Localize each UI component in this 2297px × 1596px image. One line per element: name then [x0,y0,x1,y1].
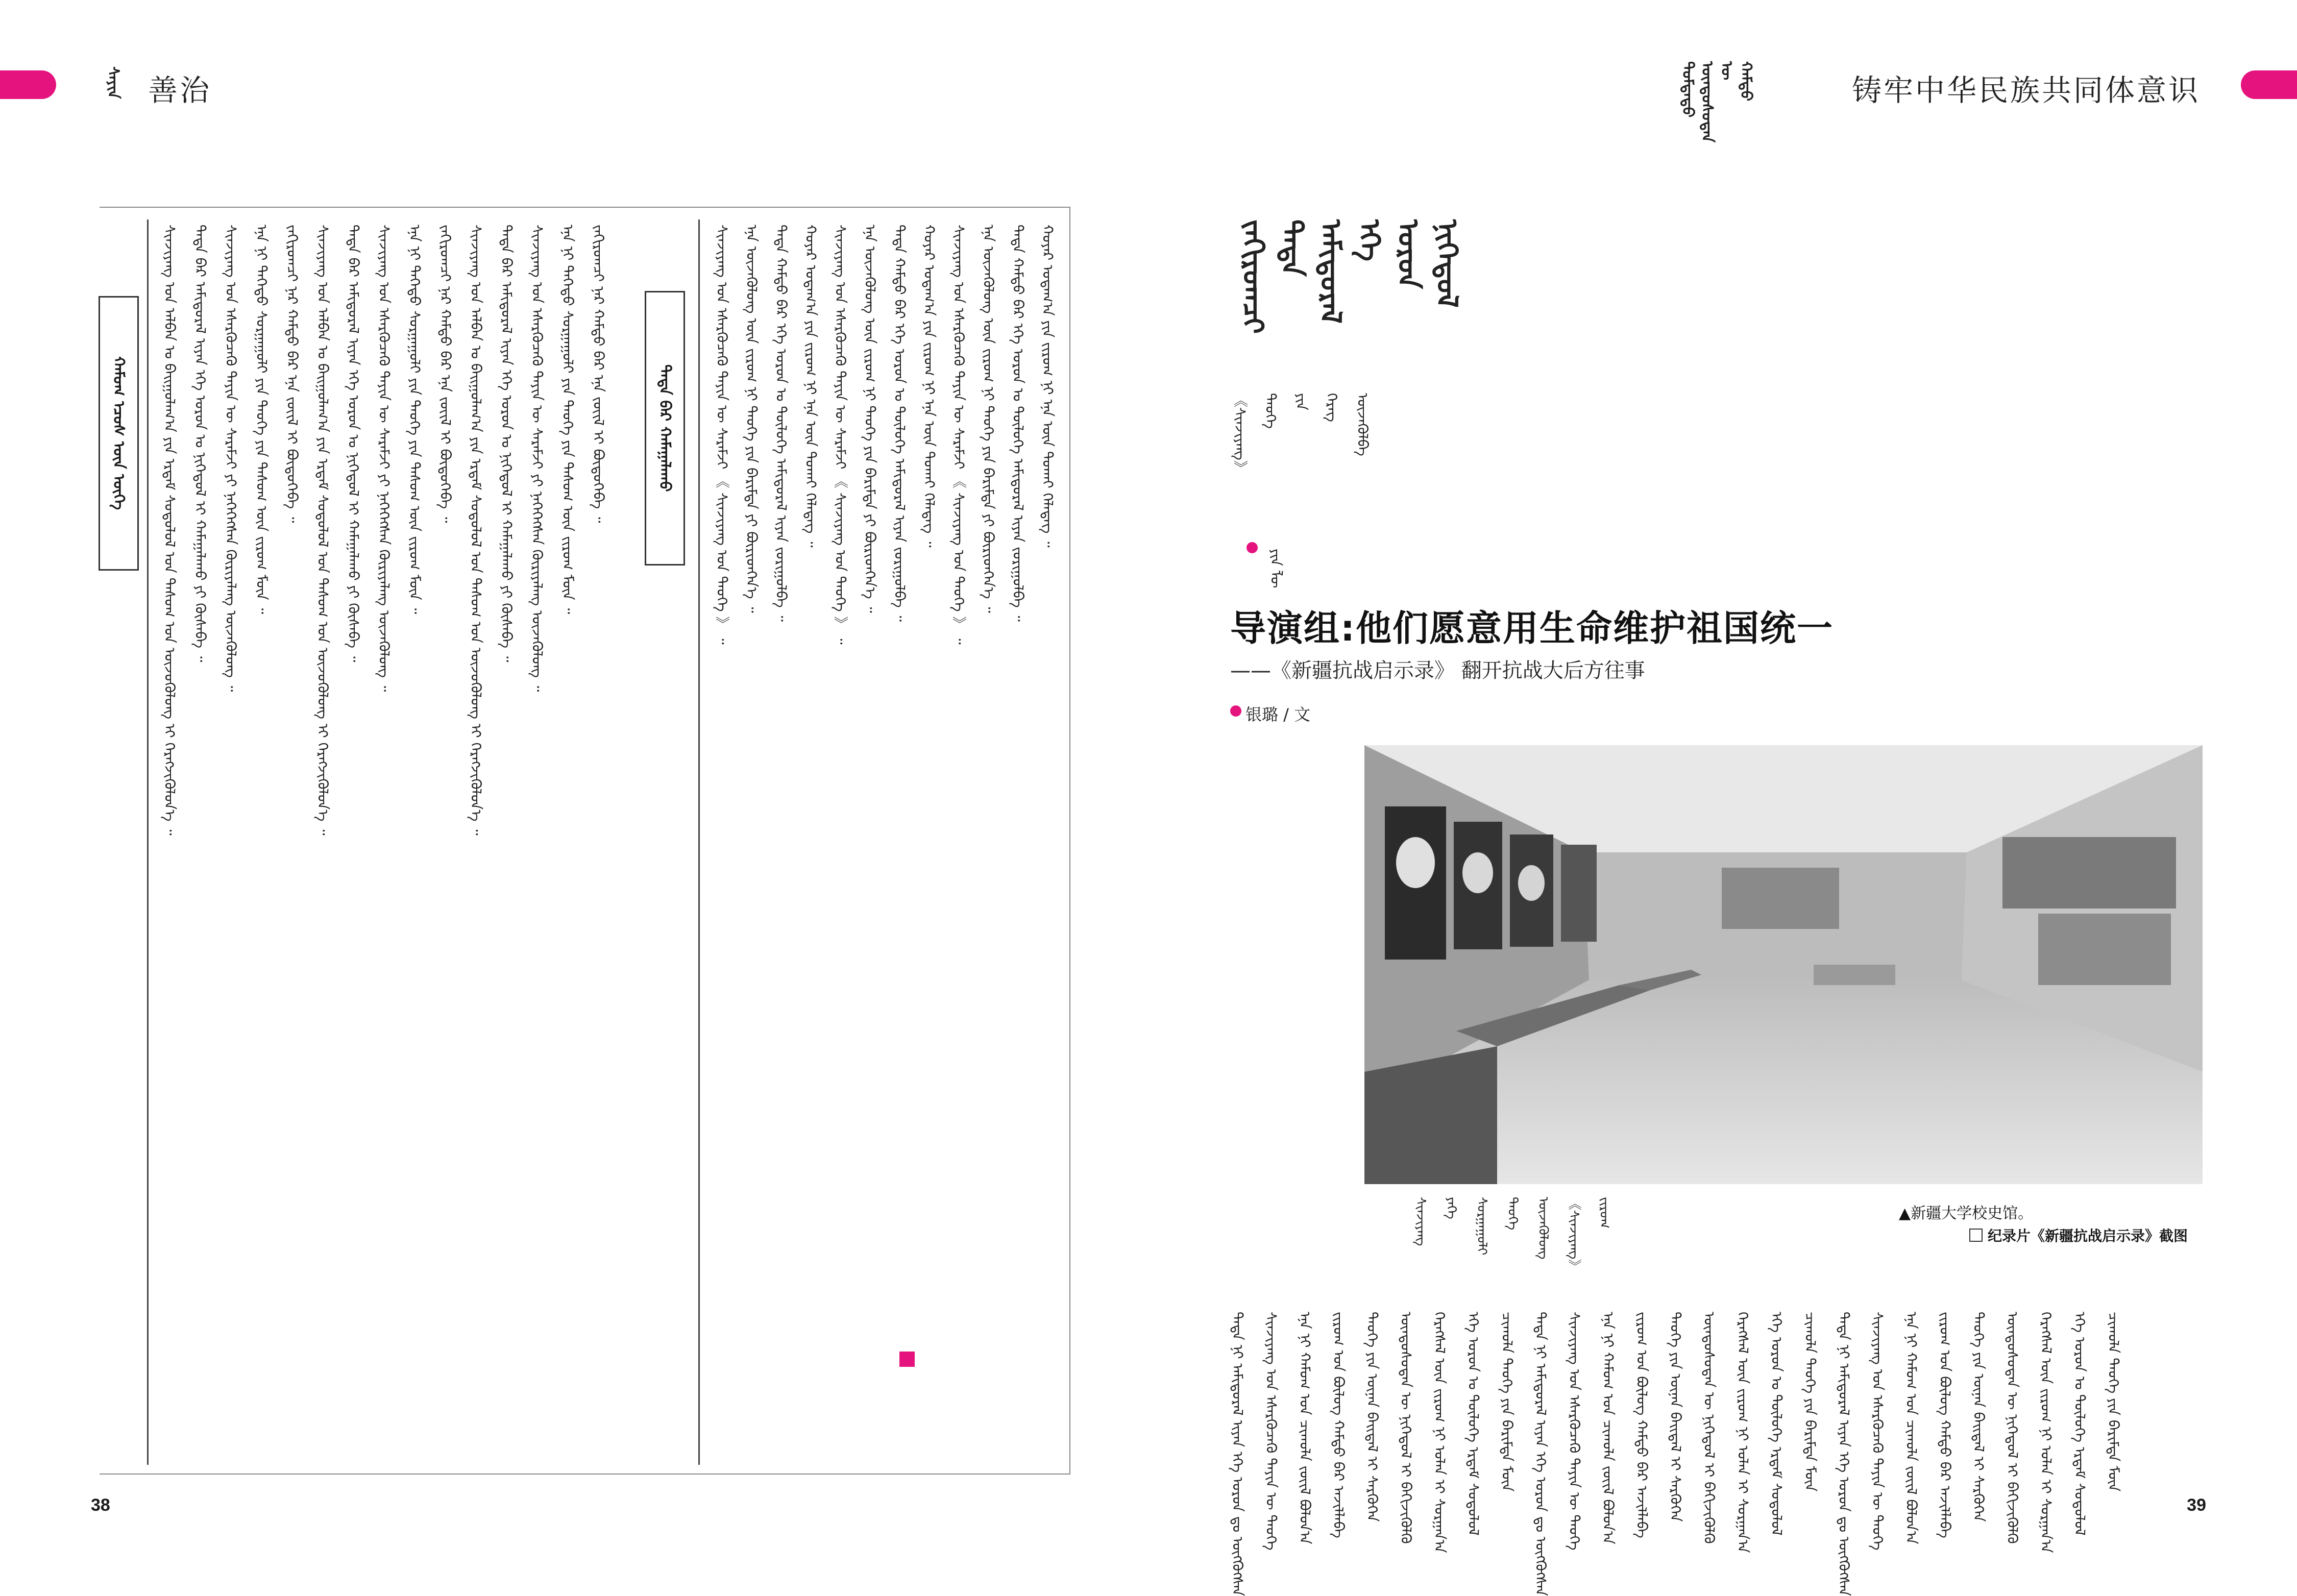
page-number: 38 [91,1495,110,1515]
mongol-text-column: ᠡᠬᠡ ᠣᠷᠣᠨ ᠤ ᠲᠥᠯᠦᠭᠡ ᠡᠷᠳᠡᠮ ᠰᠤᠳᠤᠯᠤᠯ [1465,1312,1482,1536]
mongol-text-column: ᠶᠢᠨ [1293,393,1310,410]
mongol-text-column: ᠴᠢᠬᠤᠯᠠ ᠲᠡᠦᠬᠡ ᠶᠢᠨ ᠪᠠᠷᠢᠮᠲᠠ ᠮᠥᠨ [2105,1312,2122,1492]
mongol-text-column: ᠵᠠᠬᠢᠷᠤᠭᠴᠢ [1236,219,1269,334]
mongol-text-column: ᠲᠡᠳᠡ ᠨᠢ ᠠᠮᠢᠳᠤᠷᠠᠯ ᠢᠶᠠᠨ ᠡᠬᠡ ᠣᠷᠣᠨ ᠳᠤ ᠥᠭᠭᠦᠭᠰᠡᠨ [1229,1312,1246,1596]
photo-source-caption [1969,1225,2188,1245]
caption-box-icon [1969,1229,1983,1242]
mongol-text-column: ᠬᠡᠷᠡᠭᠰᠡᠯ ᠦᠨ ᠵᠢᠷᠤᠭ ᠨᠢ ᠣᠯᠠᠨ ᠢ ᠰᠤᠷᠭᠠᠨ᠎ᠠ [1431,1312,1448,1553]
mongol-text-column: ᠲᠡᠳᠡ ᠬᠠᠮᠲᠤ ᠪᠡᠷ ᠡᠬᠡ ᠣᠷᠣᠨ ᠤ ᠲᠥᠯᠦᠭᠡ ᠠᠮᠢᠳᠤᠷᠠᠯ ᠢᠶᠠᠨ ᠵᠣᠷᠢᠭᠤᠯᠪᠠ ᠃ [773,225,790,622]
mongol-text-column: ᠵᠢᠷᠤᠭ ᠤᠨ ᠪᠦᠯᠦᠭ ᠬᠠᠮᠲᠤ ᠪᠡᠷ ᠠᠵᠢᠯᠯᠠᠪᠠ [1330,1312,1347,1538]
mongol-text-column: ᠦᠨᠳᠦᠰᠦᠲᠡᠨ ᠦ ᠨᠢᠭᠡᠳᠦᠯ ᠢ ᠪᠡᠬᠢᠵᠢᠭᠦᠯᠬᠦ [2004,1312,2021,1544]
right-page-tab [2241,70,2297,99]
mongol-text-column: ᠲᠡᠳᠡ ᠬᠠᠮᠲᠤ ᠪᠡᠷ ᠡᠬᠡ ᠣᠷᠣᠨ ᠤ ᠲᠥᠯᠦᠭᠡ ᠠᠮᠢᠳᠤᠷᠠᠯ ᠢᠶᠠᠨ ᠵᠣᠷᠢᠭᠤᠯᠪᠠ ᠃ [891,225,908,622]
mongol-text-column: ᠬᠡᠷᠡᠭᠰᠡᠯ ᠦᠨ ᠵᠢᠷᠤᠭ ᠨᠢ ᠣᠯᠠᠨ ᠢ ᠰᠤᠷᠭᠠᠨ᠎ᠠ [1734,1312,1751,1553]
mongol-text-column: ᠳᠤᠮᠳᠠᠳᠤ [1679,61,1697,118]
mongol-text-column: ᠲᠡᠳᠡ ᠨᠢ ᠠᠮᠢᠳᠤᠷᠠᠯ ᠢᠶᠠᠨ ᠡᠬᠡ ᠣᠷᠣᠨ ᠳᠤ ᠥᠭᠭᠦᠭᠰᠡᠨ [1836,1312,1852,1596]
mongol-text-column: ᠡᠬᠡ [1353,219,1386,262]
mongol-text-column: ᠲᠡᠳᠡ [1275,219,1308,277]
mongol-text-column: ᠦᠨᠳᠦᠰᠦᠲᠡᠨ ᠦ ᠨᠢᠭᠡᠳᠦᠯ ᠢ ᠪᠡᠬᠢᠵᠢᠭᠦᠯᠬᠦ [1701,1312,1718,1544]
mongol-text-column: ᠲᠡᠳᠡ ᠪᠠᠷ ᠠᠮᠢᠳᠤᠷᠠᠯ ᠢᠶᠠᠨ ᠡᠬᠡ ᠣᠷᠣᠨ ᠤ ᠨᠢᠭᠡᠳᠦᠯ ᠢ ᠬᠠᠮᠠᠭᠠᠯᠠᠬᠤ ᠶᠢ ᠬᠦᠰᠡᠪᠡ ᠃ [192,225,209,662]
mongol-text-column: ᠦᠵᠡᠭᠦᠯᠦᠩ [1535,1197,1551,1260]
mongol-text-column: ᠰᠢᠨᠵᠢᠶᠠᠩ ᠤᠨ ᠠᠯᠪᠠᠨ ᠤ ᠪᠠᠢᠭᠤᠯᠠᠭ᠎ᠠ ᠶᠢᠨ ᠡᠷᠳᠡᠮ ᠰᠤᠳᠤᠯᠤᠯ ᠤᠨ ᠲᠠᠰᠤᠭ ᠤᠨ ᠦᠵᠦᠭᠦᠯᠦᠩ ᠢ ᠬᠡᠷᠡᠭᠵᠢᠭᠦᠯᠦᠨ᠎ᠡ ᠃ [468,225,484,836]
mongol-text-column: ᠴᠢᠬᠤᠯᠠ ᠲᠡᠦᠬᠡ ᠶᠢᠨ ᠪᠠᠷᠢᠮᠲᠠ ᠮᠥᠨ [1802,1312,1819,1492]
mongol-text-column: ᠡᠨᠡ ᠦᠵᠡᠭᠦᠯᠦᠩ ᠦᠨ ᠵᠢᠷᠤᠭ ᠨᠢ ᠲᠡᠦᠬᠡ ᠶᠢᠨ ᠪᠠᠷᠢᠮᠲᠠ ᠶᠢ ᠪᠦᠷᠢᠳᠬᠡᠨ᠎ᠡ ᠃ [980,225,997,613]
mongol-text-column: ᠲᠡᠦᠬᠡ ᠶᠢᠨ ᠦᠨᠡᠨ ᠪᠠᠢᠳᠠᠯ ᠢ ᠰᠡᠷᠭᠦᠭᠡᠨ [1970,1312,1987,1522]
byline: 银璐 / 文 [1245,705,1311,724]
photo-caption: ▲新疆大学校史馆。 [1899,1205,2034,1222]
mongol-text-column: ᠵᠢᠷᠤᠭ ᠤᠨ ᠪᠦᠯᠦᠭ ᠬᠠᠮᠲᠤ ᠪᠡᠷ ᠠᠵᠢᠯᠯᠠᠪᠠ [1937,1312,1953,1538]
mongol-text-column: ᠲᠡᠳᠡ ᠪᠠᠷ ᠠᠮᠢᠳᠤᠷᠠᠯ ᠢᠶᠠᠨ ᠡᠬᠡ ᠣᠷᠣᠨ ᠤ ᠨᠢᠭᠡᠳᠦᠯ ᠢ ᠬᠠᠮᠠᠭᠠᠯᠠᠬᠤ ᠶᠢ ᠬᠦᠰᠡᠪᠡ ᠃ [345,225,362,662]
mongol-text-column: ᠰᠢᠨᠵᠢᠶᠠᠩ ᠤᠨ ᠠᠯᠪᠠᠨ ᠤ ᠪᠠᠢᠭᠤᠯᠠᠭ᠎ᠠ ᠶᠢᠨ ᠡᠷᠳᠡᠮ ᠰᠤᠳᠤᠯᠤᠯ ᠤᠨ ᠲᠠᠰᠤᠭ ᠤᠨ ᠦᠵᠦᠭᠦᠯᠦᠩ ᠢ ᠬᠡᠷᠡᠭᠵᠢᠭᠦᠯᠦᠨ᠎ᠡ ᠃ [314,225,331,836]
end-mark [899,1352,915,1367]
left-page [0,0,1148,1569]
mongol-text-column: ᠰᠢᠨᠵᠢᠶᠠᠩ ᠤᠨ ᠡᠰᠡᠷᠭᠦᠴᠡᠭᠦ ᠳᠠᠶᠢᠨ ᠦ ᠰᠡᠷᠡᠮᠵᠢ ᠶᠢ ᠨᠡᠭᠡᠭᠡᠭᠰᠡᠨ ᠬᠦᠷᠢᠶᠡᠯᠡᠩ ᠦᠵᠡᠭᠦᠯᠦᠩ ᠃ [529,225,546,692]
mongol-text-column: ᠶᠡᠬᠡ [1444,1197,1459,1219]
mongol-text-column: ᠰᠢᠨᠵᠢᠶᠠᠩ ᠤᠨ ᠡᠰᠡᠷᠭᠦᠴᠡᠭᠦ ᠳᠠᠶᠢᠨ ᠦ ᠰᠡᠷᠡᠮᠵᠢ 《 ᠰᠢᠨᠵᠢᠶᠠᠩ ᠤᠨ ᠲᠡᠦᠬᠡ 》 ᠃ [950,225,967,645]
mongol-text-column: ᠲᠡᠳᠡ ᠬᠠᠮᠲᠤ ᠪᠡᠷ ᠡᠬᠡ ᠣᠷᠣᠨ ᠤ ᠲᠥᠯᠦᠭᠡ ᠠᠮᠢᠳᠤᠷᠠᠯ ᠢᠶᠠᠨ ᠵᠣᠷᠢᠭᠤᠯᠪᠠ ᠃ [1010,225,1027,622]
mongol-text-column: ᠡᠨᠡ ᠨᠢ ᠳᠡᠭᠡᠳᠦ ᠰᠤᠷᠭᠠᠭᠤᠯᠢ ᠶᠢᠨ ᠲᠡᠦᠬᠡ ᠶᠢᠨ ᠲᠠᠰᠤᠭ ᠦᠨ ᠵᠢᠷᠤᠭ ᠮᠥᠨ ᠃ [406,225,423,615]
author-dot [1247,542,1258,553]
mongol-text-column: ᠰᠤᠷᠭᠠᠭᠤᠯᠢ [1474,1197,1489,1256]
author-mongol: ᠶᠢᠨ ᠯᠦ [1267,549,1284,588]
mongol-text-column: ᠦᠨᠳᠦᠰᠦᠲᠡᠨ [1698,61,1716,143]
column-rule [698,219,700,1465]
mongol-text-column: ᠬᠣᠶᠠᠷ ᠤᠳᠠᠭ᠎ᠠ ᠶᠢᠨ ᠵᠢᠷᠤᠭ ᠨᠢ ᠡᠨᠡ ᠦᠨ ᠲᠤᠬᠠᠢ ᠬᠡᠯᠡᠳᠡᠭ ᠃ [921,225,938,548]
mongol-text-column: ᠵᠠᠬᠢᠷᠤᠭᠴᠢ ᠨᠠᠷ ᠬᠠᠮᠲᠤ ᠪᠡᠷ ᠡᠨᠡ ᠵᠦᠢᠯ ᠢ ᠪᠦᠲᠦᠭᠡᠪᠡ ᠃ [590,225,607,523]
mongol-text-column: ᠵᠢᠷᠤᠭ ᠤᠨ ᠪᠦᠯᠦᠭ ᠬᠠᠮᠲᠤ ᠪᠡᠷ ᠠᠵᠢᠯᠯᠠᠪᠠ [1633,1312,1650,1538]
photo-source-text: 纪录片《新疆抗战启示录》截图 [1988,1227,2188,1244]
column-rule [147,219,149,1465]
right-page [1148,0,2297,1596]
mongol-text-column: ᠰᠢᠨᠵᠢᠶᠠᠩ ᠤᠨ ᠡᠰᠡᠷᠭᠦᠴᠡᠭᠦ ᠳᠠᠶᠢᠨ ᠦ ᠲᠡᠦᠬᠡ [1263,1312,1280,1551]
mongol-text-column: ᠰᠢᠨᠵᠢᠶᠠᠩ ᠤᠨ ᠡᠰᠡᠷᠭᠦᠴᠡᠭᠦ ᠳᠠᠶᠢᠨ ᠦ ᠰᠡᠷᠡᠮᠵᠢ 《 ᠰᠢᠨᠵᠢᠶᠠᠩ ᠤᠨ ᠲᠡᠦᠬᠡ 》 ᠃ [714,225,730,645]
mongol-text-column: ᠦ [1718,61,1736,81]
mongol-text-column: ᠲᠡᠦᠬᠡ ᠶᠢᠨ ᠦᠨᠡᠨ ᠪᠠᠢᠳᠠᠯ ᠢ ᠰᠡᠷᠭᠦᠭᠡᠨ [1364,1312,1381,1522]
mongol-text-column: ᠰᠢᠨᠵᠢᠶᠠᠩ [1413,1197,1428,1246]
mongol-text-column: ᠲᠡᠦᠬᠡ ᠶᠢᠨ ᠦᠨᠡᠨ ᠪᠠᠢᠳᠠᠯ ᠢ ᠰᠡᠷᠭᠦᠭᠡᠨ [1667,1312,1684,1522]
mongol-text-column: ᠰᠢᠨᠵᠢᠶᠠᠩ ᠤᠨ ᠡᠰᠡᠷᠭᠦᠴᠡᠭᠦ ᠳᠠᠶᠢᠨ ᠦ ᠰᠡᠷᠡᠮᠵᠢ 《 ᠰᠢᠨᠵᠢᠶᠠᠩ ᠤᠨ ᠲᠡᠦᠬᠡ 》 ᠃ [832,225,849,645]
mongol-text-column: ᠲᠡᠳᠡ ᠨᠢ ᠠᠮᠢᠳᠤᠷᠠᠯ ᠢᠶᠠᠨ ᠡᠬᠡ ᠣᠷᠣᠨ ᠳᠤ ᠥᠭᠭᠦᠭᠰᠡᠨ [1532,1312,1549,1596]
right-header-title: 铸牢中华民族共同体意识 [1851,73,2200,108]
mongol-text-column: 《ᠰᠢᠨᠵᠢᠶᠠᠩ》 [1232,393,1249,475]
article-title: 导演组:他们愿意用生命维护祖国统一 [1230,607,1834,649]
mongol-text-column: ᠰᠢᠨᠵᠢᠶᠠᠩ ᠤᠨ ᠡᠰᠡᠷᠭᠦᠴᠡᠭᠦ ᠳᠠᠶᠢᠨ ᠦ ᠰᠡᠷᠡᠮᠵᠢ ᠶᠢ ᠨᠡᠭᠡᠭᠡᠭᠰᠡᠨ ᠬᠦᠷᠢᠶᠡᠯᠡᠩ ᠦᠵᠡᠭᠦᠯᠦᠩ ᠃ [223,225,239,692]
museum-hall-image [1364,745,2203,1184]
mongol-text-column: ᠡᠨᠡ ᠦᠵᠡᠭᠦᠯᠦᠩ ᠦᠨ ᠵᠢᠷᠤᠭ ᠨᠢ ᠲᠡᠦᠬᠡ ᠶᠢᠨ ᠪᠠᠷᠢᠮᠲᠠ ᠶᠢ ᠪᠦᠷᠢᠳᠬᠡᠨ᠎ᠡ ᠃ [862,225,878,613]
subheading-box: ᠲᠡᠳᠡ ᠪᠠᠷ ᠬᠠᠮᠠᠭᠠᠯᠠᠬᠤ [645,291,685,566]
mongol-text-column: ᠡᠨᠡ ᠨᠢ ᠳᠡᠭᠡᠳᠦ ᠰᠤᠷᠭᠠᠭᠤᠯᠢ ᠶᠢᠨ ᠲᠡᠦᠬᠡ ᠶᠢᠨ ᠲᠠᠰᠤᠭ ᠦᠨ ᠵᠢᠷᠤᠭ ᠮᠥᠨ ᠃ [559,225,576,615]
byline-dot [1230,705,1241,717]
mongol-text-column: ᠡᠨᠡ ᠦᠵᠡᠭᠦᠯᠦᠩ ᠦᠨ ᠵᠢᠷᠤᠭ ᠨᠢ ᠲᠡᠦᠬᠡ ᠶᠢᠨ ᠪᠠᠷᠢᠮᠲᠠ ᠶᠢ ᠪᠦᠷᠢᠳᠬᠡᠨ᠎ᠡ ᠃ [743,225,760,613]
mongol-text-column: ᠵᠠᠬᠢᠷᠤᠭᠴᠢ ᠨᠠᠷ ᠬᠠᠮᠲᠤ ᠪᠡᠷ ᠡᠨᠡ ᠵᠦᠢᠯ ᠢ ᠪᠦᠲᠦᠭᠡᠪᠡ ᠃ [437,225,454,523]
mongol-text-column: ᠬᠣᠶᠠᠷ ᠤᠳᠠᠭ᠎ᠠ ᠶᠢᠨ ᠵᠢᠷᠤᠭ ᠨᠢ ᠡᠨᠡ ᠦᠨ ᠲᠤᠬᠠᠢ ᠬᠡᠯᠡᠳᠡᠭ ᠃ [802,225,819,548]
left-header-title: 善治 [148,73,212,108]
mongol-text-column: ᠬᠡᠷᠡᠭ [1324,393,1340,422]
mongol-text-column: 《ᠰᠢᠨᠵᠢᠶᠠᠩ》 [1566,1197,1581,1273]
mongol-text-column: ᠦᠨᠳᠦᠰᠦᠲᠡᠨ ᠦ ᠨᠢᠭᠡᠳᠦᠯ ᠢ ᠪᠡᠬᠢᠵᠢᠭᠦᠯᠬᠦ [1398,1312,1414,1544]
page-number: 39 [2187,1495,2206,1515]
mongol-text-column: ᠲᠡᠦᠬᠡ [1262,393,1279,429]
mongol-text-column: ᠣᠷᠣᠨ [1391,219,1425,289]
mongol-text-column: ᠴᠢᠬᠤᠯᠠ ᠲᠡᠦᠬᠡ ᠶᠢᠨ ᠪᠠᠷᠢᠮᠲᠠ ᠮᠥᠨ [1499,1312,1516,1492]
mongol-text-column: ᠠᠮᠢᠳᠤᠷᠠᠯ [1314,219,1347,324]
mongol-text-column: ᠵᠠᠬᠢᠷᠤᠭᠴᠢ ᠨᠠᠷ ᠬᠠᠮᠲᠤ ᠪᠡᠷ ᠡᠨᠡ ᠵᠦᠢᠯ ᠢ ᠪᠦᠲᠦᠭᠡᠪᠡ ᠃ [284,225,301,523]
left-page-tab [0,70,56,99]
mongol-text-column: ᠨᠢᠭᠡᠳᠦᠯ [1430,219,1463,308]
mongol-text-column: ᠰᠢᠨᠵᠢᠶᠠᠩ ᠤᠨ ᠠᠯᠪᠠᠨ ᠤ ᠪᠠᠢᠭᠤᠯᠠᠭ᠎ᠠ ᠶᠢᠨ ᠡᠷᠳᠡᠮ ᠰᠤᠳᠤᠯᠤᠯ ᠤᠨ ᠲᠠᠰᠤᠭ ᠤᠨ ᠦᠵᠦᠭᠦᠯᠦᠩ ᠢ ᠬᠡᠷᠡᠭᠵᠢᠭᠦᠯᠦᠨ᠎ᠡ ᠃ [161,225,178,836]
subheading-box: ᠬᠠᠮᠤᠭ ᠡᠴᠦᠰ ᠦᠨ ᠦᠭᠡ [99,296,139,571]
left-header-mongol: ᠰᠠᠶᠢᠨ [104,66,122,99]
mongol-text-column: ᠬᠡᠷᠡᠭᠰᠡᠯ ᠦᠨ ᠵᠢᠷᠤᠭ ᠨᠢ ᠣᠯᠠᠨ ᠢ ᠰᠤᠷᠭᠠᠨ᠎ᠠ [2038,1312,2055,1553]
mongol-text-column: ᠡᠨᠡ ᠨᠢ ᠬᠠᠮᠤᠭ ᠤᠨ ᠴᠢᠬᠤᠯᠠ ᠵᠦᠢᠯ ᠪᠣᠯᠤᠨ᠎ᠠ [1903,1312,1920,1544]
mongol-text-column: ᠲᠡᠳᠡ ᠪᠠᠷ ᠠᠮᠢᠳᠤᠷᠠᠯ ᠢᠶᠠᠨ ᠡᠬᠡ ᠣᠷᠣᠨ ᠤ ᠨᠢᠭᠡᠳᠦᠯ ᠢ ᠬᠠᠮᠠᠭᠠᠯᠠᠬᠤ ᠶᠢ ᠬᠦᠰᠡᠪᠡ ᠃ [498,225,515,662]
mongol-text-column: ᠡᠬᠡ ᠣᠷᠣᠨ ᠤ ᠲᠥᠯᠦᠭᠡ ᠡᠷᠳᠡᠮ ᠰᠤᠳᠤᠯᠤᠯ [2071,1312,2088,1536]
mongol-text-column: ᠡᠨᠡ ᠨᠢ ᠳᠡᠭᠡᠳᠦ ᠰᠤᠷᠭᠠᠭᠤᠯᠢ ᠶᠢᠨ ᠲᠡᠦᠬᠡ ᠶᠢᠨ ᠲᠠᠰᠤᠭ ᠦᠨ ᠵᠢᠷᠤᠭ ᠮᠥᠨ ᠃ [253,225,270,615]
mongol-text-column: ᠲᠡᠦᠬᠡ [1505,1197,1520,1231]
article-subtitle: ——《新疆抗战启示录》 翻开抗战大后方往事 [1230,659,1645,682]
mongol-text-column: ᠵᠢᠷᠤᠭ [1597,1197,1612,1229]
mongol-text-column: ᠦᠵᠡᠭᠦᠯᠪᠡ [1354,393,1371,456]
mongol-text-column: ᠡᠨᠡ ᠨᠢ ᠬᠠᠮᠤᠭ ᠤᠨ ᠴᠢᠬᠤᠯᠠ ᠵᠦᠢᠯ ᠪᠣᠯᠤᠨ᠎ᠠ [1297,1312,1313,1544]
museum-photo [1364,745,2203,1184]
mongol-text-column: ᠡᠨᠡ ᠨᠢ ᠬᠠᠮᠤᠭ ᠤᠨ ᠴᠢᠬᠤᠯᠠ ᠵᠦᠢᠯ ᠪᠣᠯᠤᠨ᠎ᠠ [1600,1312,1617,1544]
mongol-text-column: ᠰᠢᠨᠵᠢᠶᠠᠩ ᠤᠨ ᠡᠰᠡᠷᠭᠦᠴᠡᠭᠦ ᠳᠠᠶᠢᠨ ᠦ ᠲᠡᠦᠬᠡ [1869,1312,1886,1551]
mongol-text-column: ᠰᠢᠨᠵᠢᠶᠠᠩ ᠤᠨ ᠡᠰᠡᠷᠭᠦᠴᠡᠭᠦ ᠳᠠᠶᠢᠨ ᠦ ᠲᠡᠦᠬᠡ [1566,1312,1583,1551]
mongol-text-column: ᠬᠣᠶᠠᠷ ᠤᠳᠠᠭ᠎ᠠ ᠶᠢᠨ ᠵᠢᠷᠤᠭ ᠨᠢ ᠡᠨᠡ ᠦᠨ ᠲᠤᠬᠠᠢ ᠬᠡᠯᠡᠳᠡᠭ ᠃ [1039,225,1056,548]
mongol-text-column: ᠡᠬᠡ ᠣᠷᠣᠨ ᠤ ᠲᠥᠯᠦᠭᠡ ᠡᠷᠳᠡᠮ ᠰᠤᠳᠤᠯᠤᠯ [1768,1312,1785,1536]
mongol-text-column: ᠬᠠᠮᠲᠤ [1737,61,1755,102]
mongol-text-column: ᠰᠢᠨᠵᠢᠶᠠᠩ ᠤᠨ ᠡᠰᠡᠷᠭᠦᠴᠡᠭᠦ ᠳᠠᠶᠢᠨ ᠦ ᠰᠡᠷᠡᠮᠵᠢ ᠶᠢ ᠨᠡᠭᠡᠭᠡᠭᠰᠡᠨ ᠬᠦᠷᠢᠶᠡᠯᠡᠩ ᠦᠵᠡᠭᠦᠯᠦᠩ ᠃ [376,225,393,692]
